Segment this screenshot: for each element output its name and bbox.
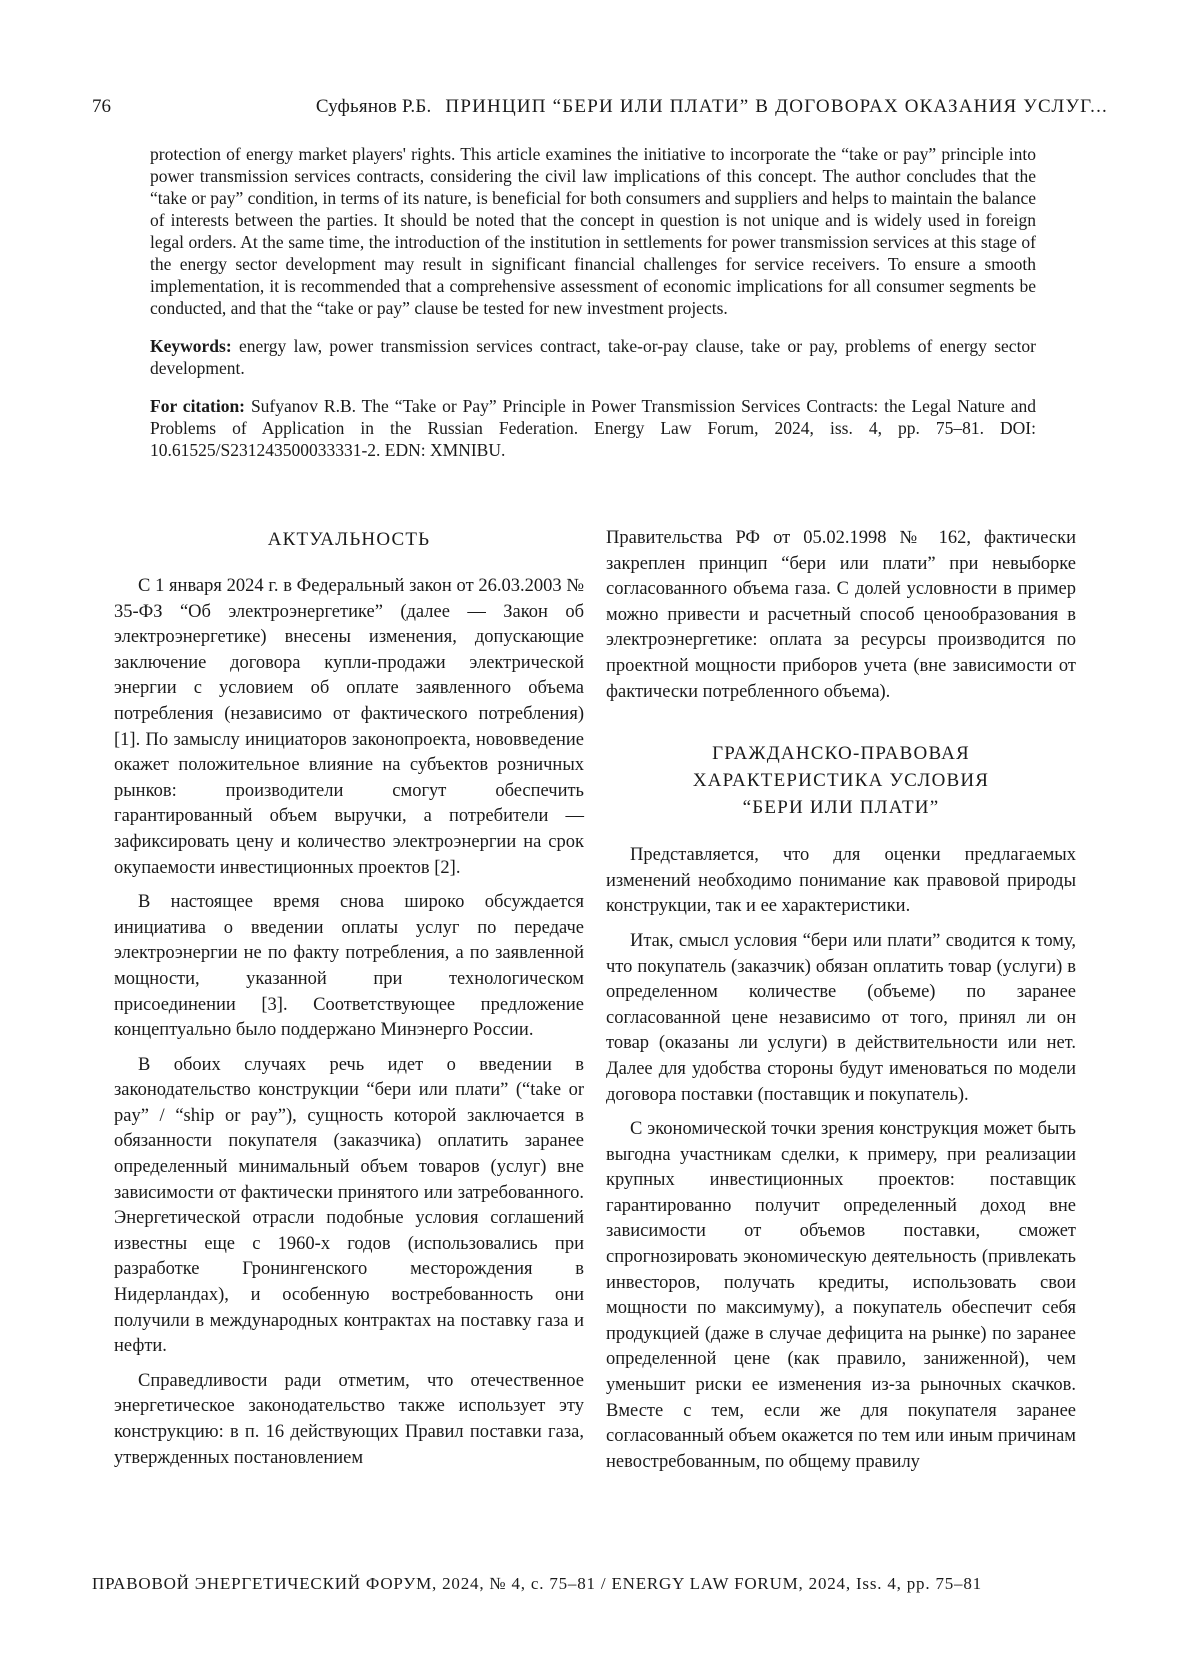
- section-heading-relevance: АКТУАЛЬНОСТЬ: [114, 526, 584, 553]
- left-column: [114, 526, 584, 1480]
- paragraph: С экономической точки зрения конструкция может быть выгодна участникам сделки, к примеру, при реализации крупных инвестиционных проектов: поставщик гарантированно получит определенный доход вне зависимости от объемов поставки, сможет спрогнозировать экономическую деятельность (привлекать инвесторов, получать кредиты, использовать свои мощности по максимуму), а покупатель обеспечит себя продукцией (даже в случае дефицита на рынке) по заранее определенной цене (как правило, заниженной), чем уменьшит риски ее изменения из-за рыночных скачков. Вместе с тем, если же для покупателя заранее согласованный объем окажется по тем или иным причинам невостребованным, по общему правилу: [606, 1117, 1076, 1475]
- running-head-title: ПРИНЦИП “БЕРИ ИЛИ ПЛАТИ” В ДОГОВОРАХ ОКАЗАНИЯ УСЛУГ...: [445, 96, 1108, 117]
- paragraph: Итак, смысл условия “бери или плати” сводится к тому, что покупатель (заказчик) обязан оплатить товар (услуги) в определенном количестве (объеме) по заранее согласованной цене независимо от того, принял ли он товар (оказаны ли услуги) в действительности или нет. Далее для удобства стороны будут именоваться по модели договора поставки (поставщик и покупатель).: [606, 929, 1076, 1108]
- keywords: [150, 335, 1036, 379]
- keywords-label: Keywords:: [150, 336, 232, 356]
- citation-label: For citation:: [150, 396, 245, 416]
- heading-line: ХАРАКТЕРИСТИКА УСЛОВИЯ: [693, 770, 989, 791]
- section-heading-civil-law: [606, 740, 1076, 821]
- page-number: 76: [92, 96, 111, 118]
- right-column: [606, 526, 1076, 1484]
- paragraph: В обоих случаях речь идет о введении в законодательство конструкции “бери или плати” (“take or pay” / “ship or pay”), сущность которой заключается в обязанности покупателя (заказчика) оплатить заранее определенный минимальный объем товаров (услуг) вне зависимости от фактически принятого или затребованного. Энергетической отрасли подобные условия соглашений известны еще с 1960-х годов (использовались при разработке Гронингенского месторождения в Нидерландах), и особенную востребованность они получили в международных контрактах на поставку газа и нефти.: [114, 1053, 584, 1360]
- citation: [150, 395, 1036, 461]
- paragraph: Представляется, что для оценки предлагаемых изменений необходимо понимание как правовой природы конструкции, так и ее характеристики.: [606, 843, 1076, 920]
- paragraph: В настоящее время снова широко обсуждается инициатива о введении оплаты услуг по передаче электроэнергии не по факту потребления, а по заявленной мощности, указанной при технологическом присоединении [3]. Соответствующее предложение концептуально было поддержано Минэнерго России.: [114, 890, 584, 1044]
- citation-text: Sufyanov R.B. The “Take or Pay” Principle in Power Transmission Services Contracts: the Legal Nature and Problems of Application in the Russian Federation. Energy Law Forum, 2024, iss. 4, pp. 75–81. DOI: 10.61525/S231243500033331-2. EDN: XMNIBU.: [150, 396, 1036, 460]
- heading-line: “БЕРИ ИЛИ ПЛАТИ”: [743, 797, 940, 818]
- heading-line: ГРАЖДАНСКО-ПРАВОВАЯ: [712, 743, 970, 764]
- page-header: [92, 96, 1108, 126]
- paragraph: Справедливости ради отметим, что отечественное энергетическое законодательство также использует эту конструкцию: в п. 16 действующих Правил поставки газа, утвержденных постановлением: [114, 1369, 584, 1471]
- keywords-text: energy law, power transmission services contract, take-or-pay clause, take or pay, problems of energy sector development.: [150, 336, 1036, 378]
- paragraph-continuation: Правительства РФ от 05.02.1998 № 162, фактически закреплен принцип “бери или плати” при невыборке согласованного объема газа. С долей условности в пример можно привести и расчетный способ ценообразования в электроэнергетике: оплата за ресурсы производится по проектной мощности приборов учета (вне зависимости от фактически потребленного объема).: [606, 526, 1076, 705]
- page-footer: ПРАВОВОЙ ЭНЕРГЕТИЧЕСКИЙ ФОРУМ, 2024, № 4, с. 75–81 / ENERGY LAW FORUM, 2024, Iss. 4, pp. 75–81: [92, 1574, 1108, 1594]
- paragraph: С 1 января 2024 г. в Федеральный закон от 26.03.2003 № 35-ФЗ “Об электроэнергетике” (далее — Закон об электроэнергетике) внесены изменения, допускающие заключение договора купли-продажи электрической энергии с условием об оплате заявленного объема потребления (независимо от фактического потребления) [1]. По замыслу инициаторов законопроекта, нововведение окажет положительное влияние на субъектов розничных рынков: производители смогут обеспечить гарантированный объем выручки, а потребители — зафиксировать цену и количество электроэнергии на срок окупаемости инвестиционных проектов [2].: [114, 574, 584, 881]
- abstract-text: protection of energy market players' rights. This article examines the initiative to incorporate the “take or pay” principle into power transmission services contracts, considering the civil law implications of this concept. The author concludes that the “take or pay” condition, in terms of its nature, is beneficial for both consumers and suppliers and helps to maintain the balance of interests between the parties. It should be noted that the concept in question is not unique and is widely used in foreign legal orders. At the same time, the introduction of the institution in settlements for power transmission services at this stage of the energy sector development may result in significant financial challenges for service receivers. To ensure a smooth implementation, it is recommended that a comprehensive assessment of economic implications for all consumer segments be conducted, and that the “take or pay” clause be tested for new investment projects.: [150, 143, 1036, 319]
- running-head-author: Суфьянов Р.Б.: [316, 96, 432, 117]
- running-head: [316, 96, 1108, 118]
- abstract-block: [150, 143, 1036, 477]
